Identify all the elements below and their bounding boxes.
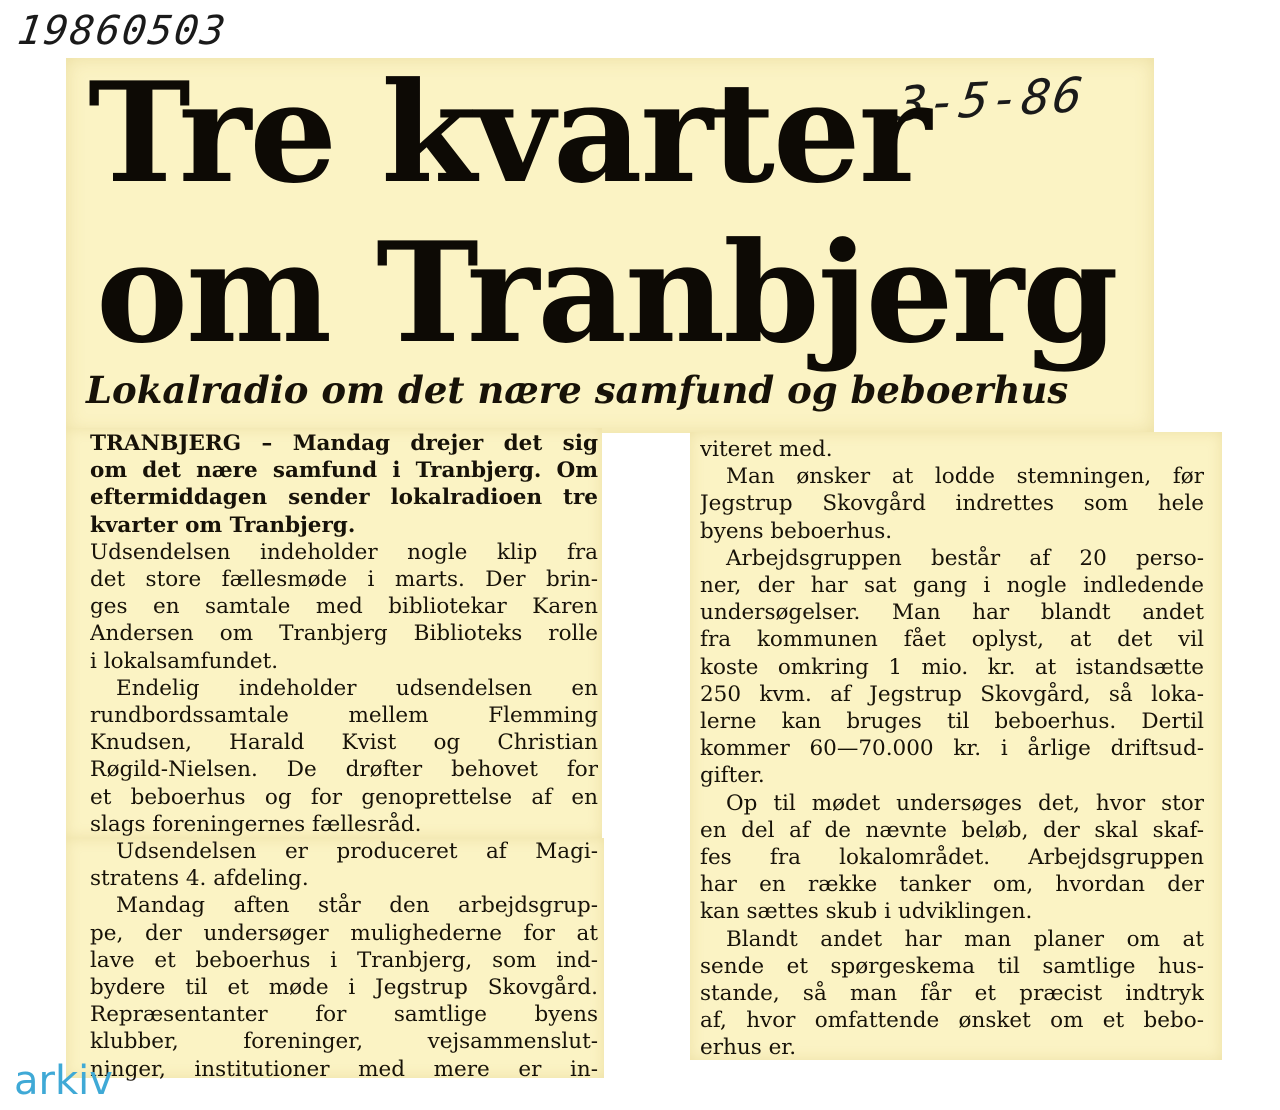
subheadline: Lokalradio om det nære samfund og beboerhus [86, 368, 1069, 412]
article-text-line: af, hvor omfattende ønsket om et bebo- [700, 1008, 1204, 1034]
article-text-line: byens beboerhus. [700, 518, 893, 544]
article-text-line: stande, så man får et præcist indtryk [700, 981, 1204, 1007]
article-text-line: eftermiddagen sender lokalradioen tre [90, 485, 598, 511]
article-text-line: Knudsen, Harald Kvist og Christian [90, 730, 598, 756]
article-text-line: ner, der har sat gang i nogle indledende [700, 573, 1204, 599]
archive-watermark: arkiv [14, 1058, 113, 1104]
handwritten-date: 3-5-86 [893, 67, 1088, 133]
article-text-line: sende et spørgeskema til samtlige hus- [700, 953, 1204, 979]
article-column-right [700, 436, 1204, 1062]
article-text-line: 250 kvm. af Jegstrup Skovgård, så loka- [700, 681, 1204, 707]
article-text-line: gifter. [700, 763, 765, 789]
article-text-line: ninger, institutioner med mere er in- [90, 1056, 598, 1082]
article-text-line: kommer 60—70.000 kr. i årlige driftsud- [700, 736, 1204, 762]
article-column-left-lower [90, 838, 598, 1083]
article-text-line: TRANBJERG – Mandag drejer det sig [90, 431, 598, 456]
article-text-line: det store fællesmøde i marts. Der brin- [90, 567, 598, 593]
article-text-line: om det nære samfund i Tranbjerg. Om [90, 458, 598, 484]
article-text-line: Andersen om Tranbjerg Biblioteks rolle [90, 621, 598, 647]
handwritten-archive-id: 19860503 [14, 8, 230, 54]
article-text-line: Udsendelsen indeholder nogle klip fra [90, 539, 598, 565]
article-text-line: kan sættes skub i udviklingen. [700, 899, 1033, 925]
article-text-line: Jegstrup Skovgård indrettes som hele [700, 491, 1204, 517]
article-text-line: viteret med. [700, 437, 833, 462]
article-text-line: koste omkring 1 mio. kr. at istandsætte [700, 654, 1204, 680]
article-text-line: fra kommunen fået oplyst, at det vil [700, 627, 1204, 653]
article-text-line: har en række tanker om, hvordan der [700, 872, 1204, 898]
article-text-line: lerne kan bruges til beboerhus. Dertil [700, 709, 1204, 735]
article-text-line: erhus er. [700, 1035, 797, 1061]
headline-line-1: Tre kvarter [88, 51, 930, 214]
article-text-line: Røgild-Nielsen. De drøfter behovet for [90, 757, 598, 783]
article-text-line: slags foreningernes fællesråd. [90, 811, 422, 837]
article-text-line: et beboerhus og for genoprettelse af en [90, 784, 598, 810]
article-text-line: pe, der undersøger mulighederne for at [90, 920, 598, 946]
article-text-line: Arbejdsgruppen består af 20 perso- [726, 545, 1204, 571]
article-text-line: bydere til et møde i Jegstrup Skovgård. [90, 975, 598, 1001]
article-text-line: Op til mødet undersøges det, hvor stor [726, 790, 1204, 816]
article-text-line: kvarter om Tranbjerg. [90, 512, 356, 538]
article-text-line: Blandt andet har man planer om at [726, 926, 1204, 952]
article-text-line: lave et beboerhus i Tranbjerg, som ind- [90, 947, 598, 973]
article-text-line: Udsendelsen er produceret af Magi- [116, 839, 598, 864]
article-text-line: stratens 4. afdeling. [90, 866, 309, 892]
article-text-line: Endelig indeholder udsendelsen en [116, 675, 598, 701]
article-text-line: fes fra lokalområdet. Arbejdsgruppen [700, 845, 1204, 871]
article-text-line: rundbordssamtale mellem Flemming [90, 703, 598, 729]
article-text-line: klubber, foreninger, vejsammenslut- [90, 1029, 598, 1055]
article-text-line: Mandag aften står den arbejdsgrup- [116, 893, 598, 919]
article-column-left [90, 430, 598, 838]
article-text-line: en del af de nævnte beløb, der skal skaf- [700, 817, 1204, 843]
article-text-line: Man ønsker at lodde stemningen, før [726, 464, 1204, 490]
article-text-line: Repræsentanter for samtlige byens [90, 1002, 598, 1028]
article-text-line: ges en samtale med bibliotekar Karen [90, 594, 598, 620]
article-text-line: undersøgelser. Man har blandt andet [700, 600, 1204, 626]
article-text-line: i lokalsamfundet. [90, 648, 279, 674]
headline-line-2: om Tranbjerg [96, 211, 1117, 374]
